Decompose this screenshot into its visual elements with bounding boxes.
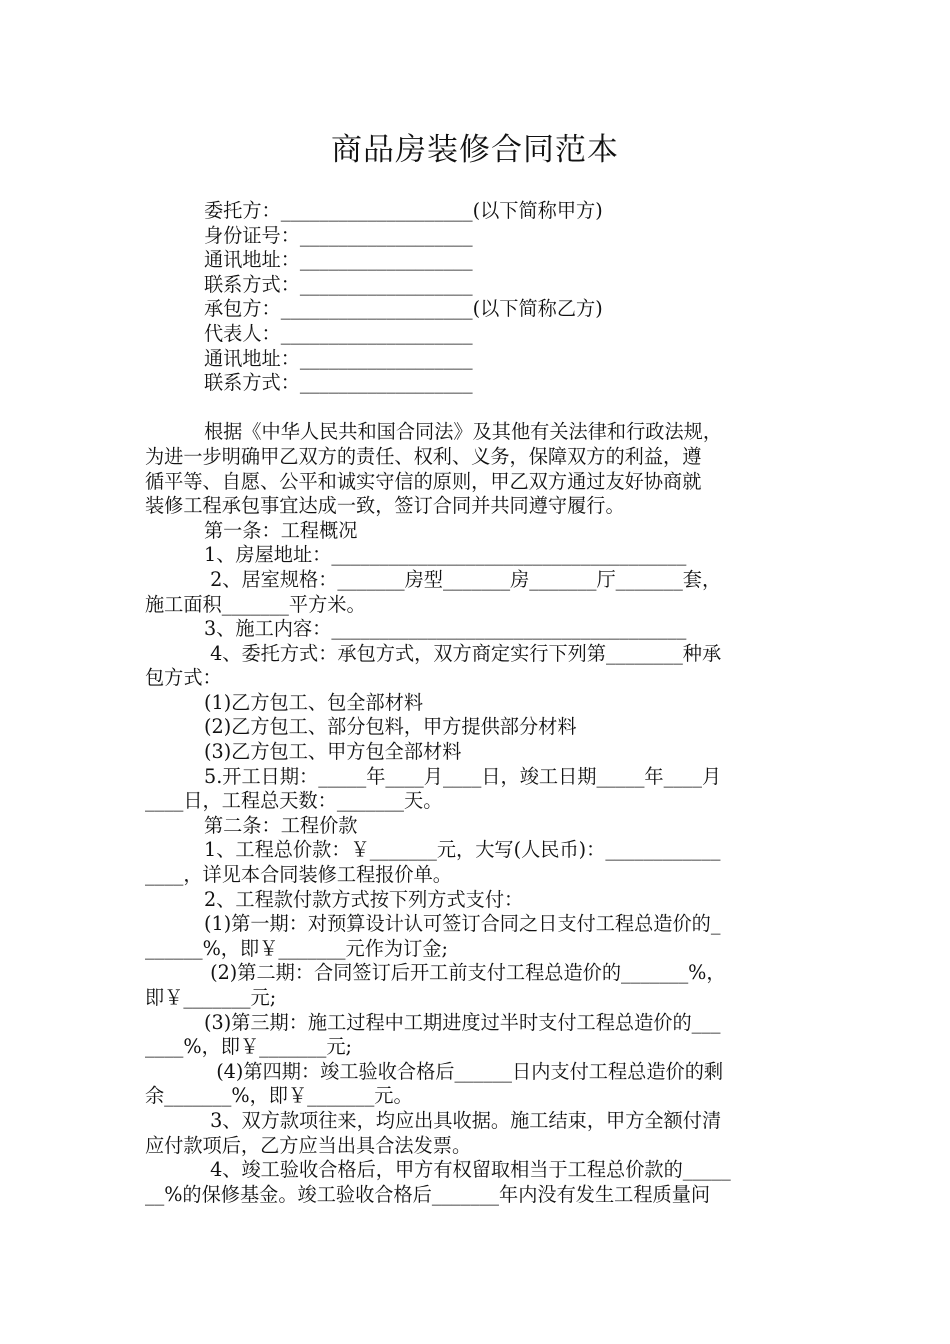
document-title: 商品房装修合同范本 (331, 132, 619, 168)
clause-line: 施工面积_______平方米。 (145, 592, 366, 616)
blank-line (145, 396, 807, 421)
clause-line: 2、居室规格：_______房型_______房_______厅_______套， (204, 567, 722, 591)
clause-line: 第一条：工程概况 (204, 518, 358, 542)
clause-line: (4)第四期：竣工验收合格后______日内支付工程总造价的剩 (204, 1059, 724, 1083)
party-line: 委托方：____________________(以下简称甲方) (204, 199, 603, 222)
clause-line: 3、施工内容：_____________________________________ (204, 617, 687, 641)
clause-line: 即￥_______元; (145, 986, 277, 1009)
clause-line: (3)乙方包工、甲方包全部材料 (204, 740, 462, 764)
party-line: 承包方：____________________(以下简称乙方) (204, 297, 603, 321)
clause-line: ______%，即￥_______元作为订金; (145, 936, 448, 960)
clause-line: ____日，工程总天数：_______天。 (145, 789, 443, 813)
clause-line: 4、委托方式：承包方式，双方商定实行下列第________种承 (204, 641, 722, 665)
clause-line: 5.开工日期：_____年____月____日，竣工日期_____年____月 (204, 764, 722, 788)
clause-line: (2)乙方包工、部分包料，甲方提供部分材料 (204, 715, 577, 739)
preamble-line: 循平等、自愿、公平和诚实守信的原则，甲乙双方通过友好协商就 (145, 469, 702, 493)
preamble-line: 装修工程承包事宜达成一致，签订合同并共同遵守履行。 (145, 494, 625, 518)
clause-line: 第二条：工程价款 (204, 813, 358, 837)
preamble-line: 根据《中华人民共和国合同法》及其他有关法律和行政法规， (204, 420, 723, 444)
clause-line: 包方式： (145, 666, 222, 690)
clause-line: (1)第一期：对预算设计认可签订合同之日支付工程总造价的_ (204, 912, 721, 936)
clause-line: (3)第三期：施工过程中工期进度过半时支付工程总造价的___ (204, 1010, 721, 1034)
party-line: 代表人：____________________ (204, 321, 473, 345)
clause-line: 2、工程款付款方式按下列方式支付： (204, 887, 524, 911)
clause-line: 1、房屋地址：_____________________________________ (204, 543, 687, 567)
document-body (145, 199, 807, 1207)
clause-line: 应付款项后，乙方应当出具合法发票。 (145, 1133, 472, 1157)
party-line: 身份证号：__________________ (204, 223, 473, 247)
preamble-line: 为进一步明确甲乙双方的责任、权利、义务，保障双方的利益，遵 (145, 444, 702, 468)
party-line: 联系方式：__________________ (204, 272, 473, 296)
party-line: 通讯地址：__________________ (204, 346, 473, 370)
clause-line: (1)乙方包工、包全部材料 (204, 690, 424, 714)
clause-line: (2)第二期：合同签订后开工前支付工程总造价的_______%， (204, 961, 726, 985)
clause-list (145, 519, 807, 1208)
clause-line: ____%，即￥_______元; (145, 1035, 352, 1059)
clause-line: 4、竣工验收合格后，甲方有权留取相当于工程总价款的_____ (204, 1158, 731, 1182)
clause-line: 余_______%，即￥_______元。 (145, 1084, 413, 1108)
clause-line: 3、双方款项往来，均应出具收据。施工结束，甲方全额付清 (204, 1108, 722, 1132)
party-line: 通讯地址：__________________ (204, 248, 473, 272)
clause-line: __%的保修基金。竣工验收合格后_______年内没有发生工程质量问 (145, 1182, 711, 1206)
party-line: 联系方式：__________________ (204, 371, 473, 395)
clause-line: ____，详见本合同装修工程报价单。 (145, 863, 452, 887)
clause-line: 1、工程总价款：￥_______元，大写(人民币)：____________ (204, 838, 721, 862)
